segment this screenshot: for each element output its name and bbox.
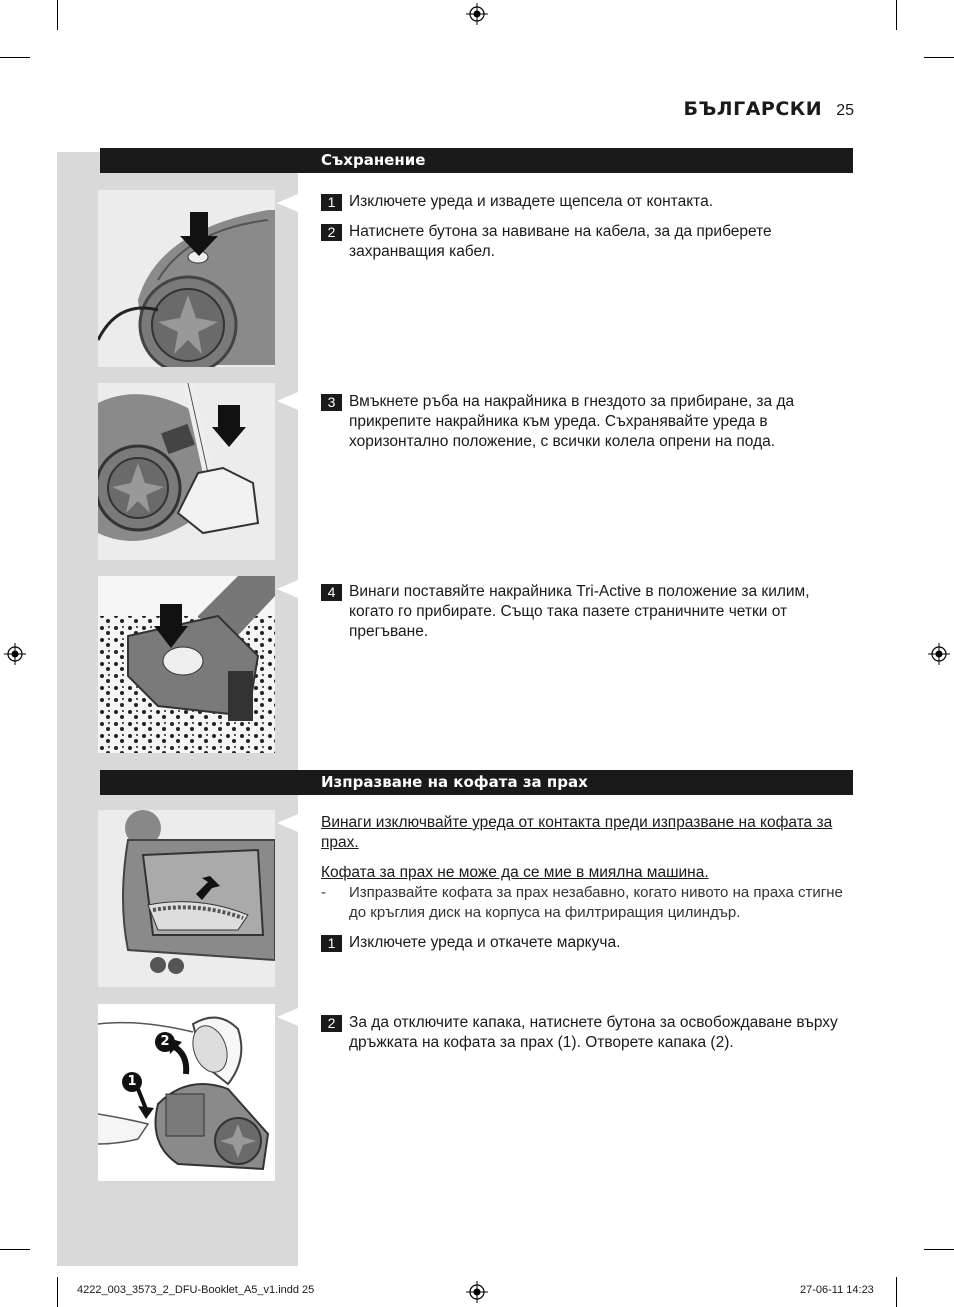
step-text: Вмъкнете ръба на накрайника в гнездото за прибиране, за да прикрепите накрайника към уреда. Съхранявайте уреда в хоризонтално положение, с всички колела опрени на пода. [349, 393, 795, 450]
callout-pointer [277, 580, 298, 598]
section-heading-storage: Съхранение [100, 148, 853, 173]
step-number: 4 [321, 584, 342, 601]
callout-pointer [277, 814, 298, 832]
step-item [321, 933, 846, 953]
bullet-item [321, 883, 851, 923]
illustration-tri-active-carpet [98, 576, 275, 753]
footer-file-info: 4222_003_3573_2_DFU-Booklet_A5_v1.indd 25 [77, 1284, 315, 1296]
step-item [321, 192, 846, 212]
warning-unplug: Винаги изключвайте уреда от контакта преди изпразване на кофата за прах. [321, 814, 833, 851]
crop-mark [57, 1277, 58, 1307]
bullet-dash: - [321, 884, 326, 901]
callout-number-2: 2 [155, 1032, 175, 1052]
registration-mark-icon [466, 1281, 488, 1303]
footer-date: 27-06-11 14:23 [800, 1284, 874, 1296]
step-number: 2 [321, 224, 342, 241]
step-number: 1 [321, 935, 342, 952]
illustration-dust-container [98, 810, 275, 987]
bullet-text: Изпразвайте кофата за прах незабавно, когато нивото на праха стигне до кръглия диск на корпуса на филтриращия цилиндър. [349, 884, 843, 921]
registration-mark-icon [4, 643, 26, 665]
section-heading-emptying: Изпразване на кофата за прах [100, 770, 853, 795]
callout-number-1: 1 [122, 1072, 142, 1092]
page-header [683, 98, 854, 120]
page-number: 25 [836, 102, 854, 119]
callout-pointer [277, 194, 298, 212]
crop-mark [0, 57, 30, 58]
warning-dishwasher: Кофата за прах не може да се мие в миялна машина. [321, 864, 709, 881]
crop-mark [896, 1277, 897, 1307]
step-item [321, 222, 846, 262]
step-text: Винаги поставяйте накрайника Tri-Active в положение за килим, когато го прибирате. Също така пазете страничните четки от прегъване. [349, 583, 810, 640]
step-number: 3 [321, 394, 342, 411]
crop-mark [57, 0, 58, 30]
illustration-nozzle-parking [98, 383, 275, 560]
step-text: Изключете уреда и извадете щепсела от контакта. [349, 193, 714, 210]
step-item [321, 392, 846, 452]
crop-mark [896, 0, 897, 30]
step-number: 1 [321, 194, 342, 211]
registration-mark-icon [466, 3, 488, 25]
step-text: Натиснете бутона за навиване на кабела, за да приберете захранващия кабел. [349, 223, 772, 260]
step-item [321, 1013, 846, 1053]
crop-mark [0, 1249, 30, 1250]
registration-mark-icon [928, 643, 950, 665]
illustration-cord-rewind [98, 190, 275, 367]
step-text: Изключете уреда и откачете маркуча. [349, 934, 621, 951]
step-item [321, 582, 846, 642]
callout-pointer [277, 392, 298, 410]
callout-pointer [277, 1008, 298, 1026]
crop-mark [924, 57, 954, 58]
step-text: За да отключите капака, натиснете бутона за освобождаване върху дръжката на кофата за прах (1). Отворете капака (2). [349, 1014, 838, 1051]
crop-mark [924, 1249, 954, 1250]
step-number: 2 [321, 1015, 342, 1032]
language-title: БЪЛГАРСКИ [683, 98, 823, 120]
illustration-open-lid [98, 1004, 275, 1181]
